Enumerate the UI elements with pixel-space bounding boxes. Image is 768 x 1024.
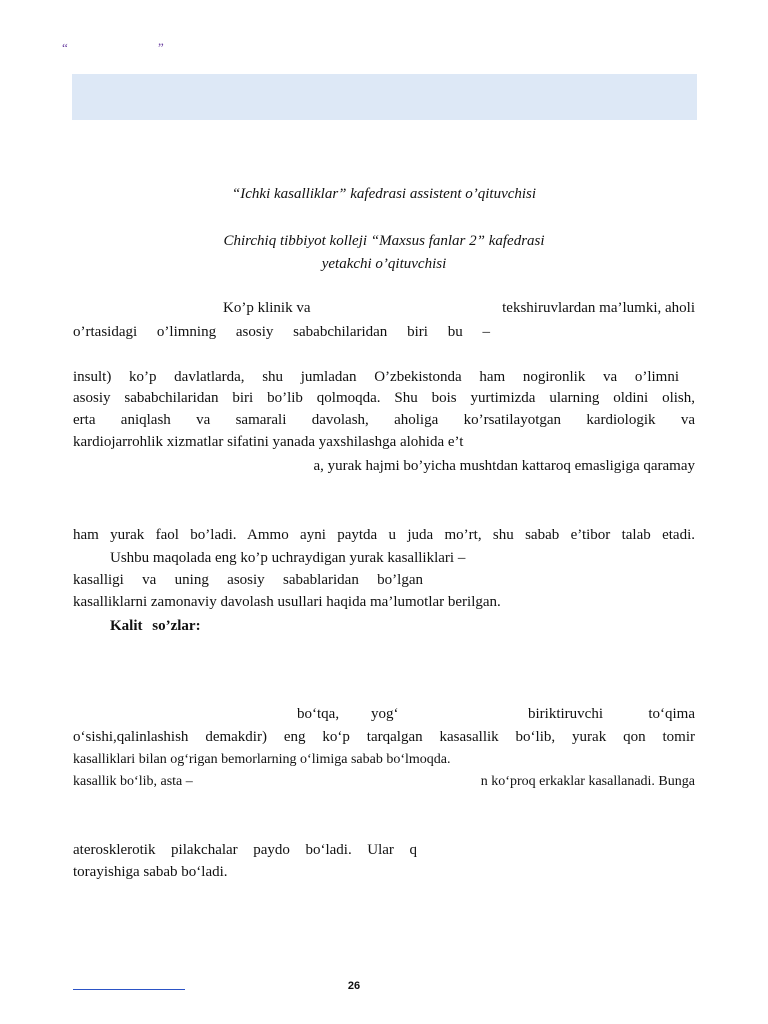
abstract-line: ham yurak faol bo’ladi. Ammo ayni paytda u juda mo’rt, shu sabab e’tibor talab etadi. xyxy=(73,527,695,543)
abstract-line: o’rtasidagi o’limning asosiy sababchilaridan biri bu – xyxy=(73,324,490,340)
page-number: 26 xyxy=(347,980,361,992)
body-line: kasalliklari bilan og‘rigan bemorlarning o‘limiga sabab bo‘lmoqda. xyxy=(73,752,451,767)
abstract-line: tekshiruvlardan ma’lumki, aholi xyxy=(502,300,695,316)
keywords-label: Kalit so’zlar: xyxy=(110,618,201,634)
body-line: torayishiga sabab bo‘ladi. xyxy=(73,864,228,880)
close-quote: ” xyxy=(158,40,164,55)
body-line: aterosklerotik pilakchalar paydo bo‘ladi. Ular q xyxy=(73,842,417,858)
body-word: biriktiruvchi xyxy=(528,706,603,722)
abstract-line: asosiy sababchilaridan biri bo’lib qolmoqda. Shu bois yurtimizda ularning oldini olish, xyxy=(73,390,695,406)
journal-name-quotes xyxy=(62,40,164,56)
abstract-line: Ko’p klinik va xyxy=(223,300,311,316)
abstract-line: kasalligi va uning asosiy sabablaridan bo’lgan xyxy=(73,572,423,588)
author-affiliation-3: yetakchi o’qituvchisi xyxy=(321,256,447,272)
abstract-line: kardiojarrohlik xizmatlar sifatini yanada yaxshilashga alohida e’t xyxy=(73,434,464,450)
abstract-line: kasalliklarni zamonaviy davolash usullari haqida ma’lumotlar berilgan. xyxy=(73,594,501,610)
open-quote: “ xyxy=(62,40,68,55)
body-line: n ko‘proq erkaklar kasallanadi. Bunga xyxy=(480,774,695,789)
abstract-line: insult) ko’p davlatlarda, shu jumladan O’zbekistonda ham nogironlik va o’limni xyxy=(73,369,679,385)
body-line: o‘sishi,qalinlashish demakdir) eng ko‘p tarqalgan kasasallik bo‘lib, yurak qon tomir xyxy=(73,729,695,745)
body-line: kasallik bo‘lib, asta – xyxy=(73,774,193,789)
body-word: to‘qima xyxy=(648,706,695,722)
body-word: yog‘ xyxy=(371,706,399,722)
abstract-line: Ushbu maqolada eng ko’p uchraydigan yurak kasalliklari – xyxy=(110,550,466,566)
abstract-line: erta aniqlash va samarali davolash, aholiga ko’rsatilayotgan kardiologik va xyxy=(73,412,695,428)
abstract-line: a, yurak hajmi bo’yicha mushtdan kattaroq emasligiga qaramay xyxy=(313,458,695,474)
author-affiliation-2: Chirchiq tibbiyot kolleji “Maxsus fanlar 2” kafedrasi xyxy=(223,233,545,249)
body-word: bo‘tqa, xyxy=(297,706,340,722)
article-title-banner xyxy=(72,74,697,120)
author-affiliation-1: “Ichki kasalliklar” kafedrasi assistent o’qituvchisi xyxy=(231,186,537,202)
